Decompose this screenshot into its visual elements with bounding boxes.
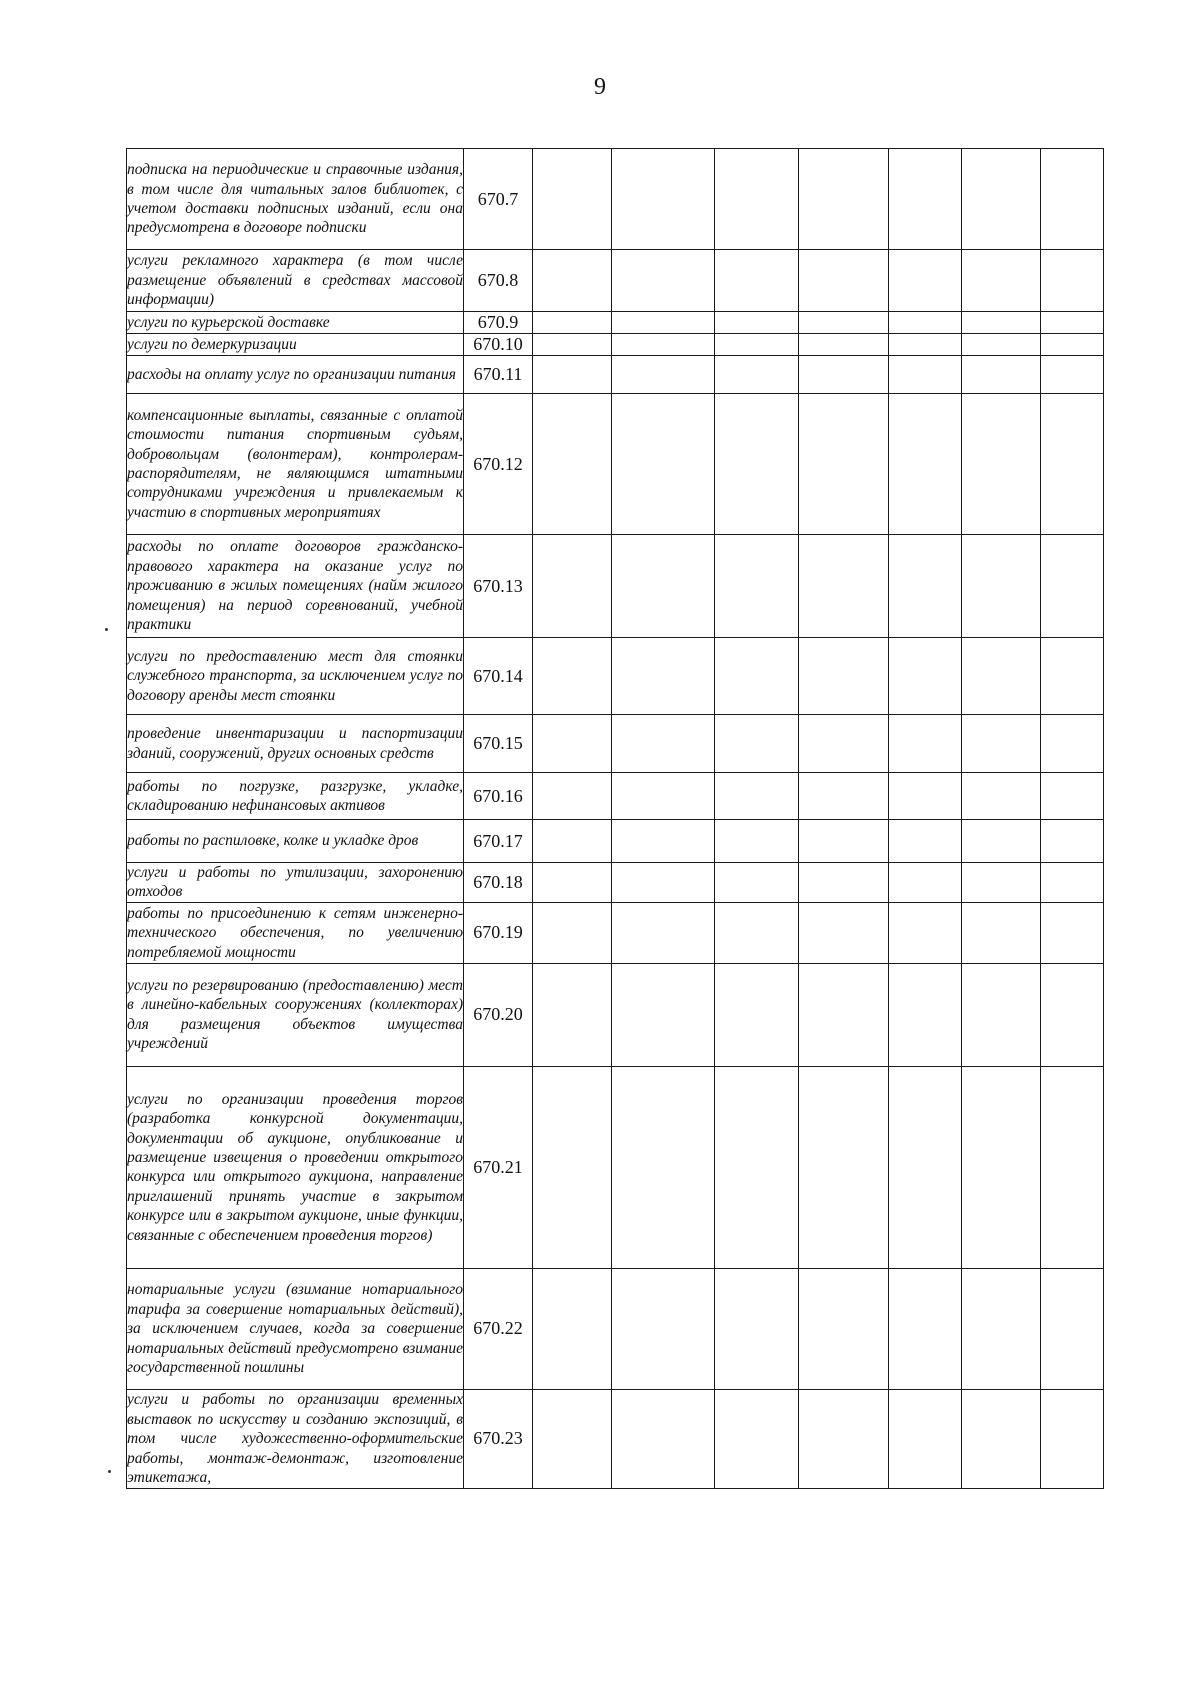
empty-cell [1041, 535, 1104, 638]
row-description: работы по погрузке, разгрузке, укладке, складированию нефинансовых активов [127, 773, 464, 820]
empty-cell [612, 1066, 715, 1268]
empty-cell [1041, 312, 1104, 334]
empty-cell [715, 773, 799, 820]
empty-cell [533, 715, 612, 773]
empty-cell [533, 356, 612, 394]
row-code: 670.17 [464, 820, 533, 863]
table-row [127, 1268, 1104, 1389]
empty-cell [962, 1268, 1041, 1389]
empty-cell [889, 334, 962, 356]
empty-cell [962, 820, 1041, 863]
empty-cell [533, 638, 612, 715]
empty-cell [889, 250, 962, 312]
empty-cell [612, 820, 715, 863]
table-row [127, 773, 1104, 820]
empty-cell [962, 149, 1041, 250]
empty-cell [533, 149, 612, 250]
row-code: 670.22 [464, 1268, 533, 1389]
empty-cell [612, 149, 715, 250]
row-description: расходы по оплате договоров гражданско-правового характера на оказание услуг по проживанию в жилых помещениях (найм жилого помещения) на период соревнований, учебной практики [127, 535, 464, 638]
empty-cell [1041, 963, 1104, 1066]
empty-cell [533, 773, 612, 820]
table-row [127, 963, 1104, 1066]
empty-cell [612, 773, 715, 820]
empty-cell [1041, 773, 1104, 820]
empty-cell [799, 250, 889, 312]
empty-cell [1041, 1066, 1104, 1268]
empty-cell [889, 1268, 962, 1389]
empty-cell [889, 1066, 962, 1268]
row-description: услуги рекламного характера (в том числе размещение объявлений в средствах массовой информации) [127, 250, 464, 312]
table-row [127, 1066, 1104, 1268]
row-code: 670.14 [464, 638, 533, 715]
empty-cell [612, 963, 715, 1066]
empty-cell [1041, 394, 1104, 535]
empty-cell [799, 394, 889, 535]
empty-cell [889, 820, 962, 863]
empty-cell [962, 963, 1041, 1066]
empty-cell [1041, 250, 1104, 312]
empty-cell [612, 535, 715, 638]
table-row [127, 394, 1104, 535]
table-row [127, 535, 1104, 638]
empty-cell [1041, 356, 1104, 394]
empty-cell [612, 715, 715, 773]
empty-cell [799, 963, 889, 1066]
table-row [127, 863, 1104, 903]
empty-cell [612, 312, 715, 334]
empty-cell [715, 1268, 799, 1389]
empty-cell [715, 1389, 799, 1488]
empty-cell [533, 394, 612, 535]
empty-cell [799, 715, 889, 773]
empty-cell [715, 312, 799, 334]
row-code: 670.10 [464, 334, 533, 356]
row-code: 670.15 [464, 715, 533, 773]
empty-cell [612, 902, 715, 963]
empty-cell [962, 356, 1041, 394]
empty-cell [533, 863, 612, 903]
row-code: 670.11 [464, 356, 533, 394]
table-row [127, 250, 1104, 312]
table-row [127, 312, 1104, 334]
empty-cell [533, 535, 612, 638]
empty-cell [533, 312, 612, 334]
row-description: работы по распиловке, колке и укладке дров [127, 820, 464, 863]
row-code: 670.8 [464, 250, 533, 312]
empty-cell [799, 535, 889, 638]
table-row [127, 356, 1104, 394]
empty-cell [799, 902, 889, 963]
empty-cell [715, 715, 799, 773]
empty-cell [612, 1389, 715, 1488]
empty-cell [612, 334, 715, 356]
empty-cell [715, 535, 799, 638]
empty-cell [715, 356, 799, 394]
empty-cell [715, 394, 799, 535]
empty-cell [533, 334, 612, 356]
empty-cell [889, 394, 962, 535]
empty-cell [799, 820, 889, 863]
empty-cell [962, 535, 1041, 638]
empty-cell [889, 715, 962, 773]
row-description: компенсационные выплаты, связанные с оплатой стоимости питания спортивным судьям, добровольцам (волонтерам), контролерам-распорядителям, не являющимся штатными сотрудниками учреждения и привлекаемым к участию в спортивных мероприятиях [127, 394, 464, 535]
row-code: 670.13 [464, 535, 533, 638]
empty-cell [799, 1066, 889, 1268]
empty-cell [962, 773, 1041, 820]
empty-cell [799, 312, 889, 334]
empty-cell [1041, 1389, 1104, 1488]
empty-cell [799, 334, 889, 356]
page-number: 9 [594, 74, 606, 100]
empty-cell [889, 773, 962, 820]
row-description: услуги и работы по организации временных выставок по искусству и созданию экспозиций, в том числе художественно-оформительские работы, монтаж-демонтаж, изготовление этикетажа, [127, 1389, 464, 1488]
empty-cell [962, 394, 1041, 535]
scan-artifact [105, 628, 108, 631]
empty-cell [533, 250, 612, 312]
empty-cell [715, 902, 799, 963]
empty-cell [962, 1066, 1041, 1268]
empty-cell [715, 1066, 799, 1268]
empty-cell [1041, 715, 1104, 773]
table-row [127, 820, 1104, 863]
empty-cell [612, 638, 715, 715]
row-code: 670.7 [464, 149, 533, 250]
table-row [127, 334, 1104, 356]
empty-cell [533, 1389, 612, 1488]
empty-cell [889, 638, 962, 715]
empty-cell [889, 535, 962, 638]
empty-cell [715, 638, 799, 715]
empty-cell [799, 773, 889, 820]
empty-cell [799, 149, 889, 250]
empty-cell [962, 1389, 1041, 1488]
empty-cell [533, 820, 612, 863]
empty-cell [889, 312, 962, 334]
empty-cell [962, 334, 1041, 356]
row-description: услуги по резервированию (предоставлению) мест в линейно-кабельных сооружениях (коллекторах) для размещения объектов имущества учреждений [127, 963, 464, 1066]
empty-cell [715, 250, 799, 312]
row-description: услуги по предоставлению мест для стоянки служебного транспорта, за исключением услуг по договору аренды мест стоянки [127, 638, 464, 715]
row-code: 670.20 [464, 963, 533, 1066]
row-description: подписка на периодические и справочные издания, в том числе для читальных залов библиотек, с учетом доставки подписных изданий, если она предусмотрена в договоре подписки [127, 149, 464, 250]
empty-cell [962, 902, 1041, 963]
empty-cell [533, 1268, 612, 1389]
row-code: 670.9 [464, 312, 533, 334]
empty-cell [612, 356, 715, 394]
row-description: услуги по курьерской доставке [127, 312, 464, 334]
expense-codes-table [126, 148, 1104, 1489]
empty-cell [962, 638, 1041, 715]
empty-cell [799, 1268, 889, 1389]
row-code: 670.18 [464, 863, 533, 903]
row-description: услуги по демеркуризации [127, 334, 464, 356]
table-row [127, 1389, 1104, 1488]
scan-artifact [108, 1470, 111, 1473]
empty-cell [962, 312, 1041, 334]
row-description: услуги по организации проведения торгов (разработка конкурсной документации, документации об аукционе, опубликование и размещение извещения о проведении открытого конкурса или открытого аукциона, направление приглашений принять участие в закрытом конкурсе или в закрытом аукционе, иные функции, связанные с обеспечением проведения торгов) [127, 1066, 464, 1268]
empty-cell [1041, 638, 1104, 715]
table-row [127, 149, 1104, 250]
empty-cell [889, 1389, 962, 1488]
empty-cell [962, 250, 1041, 312]
empty-cell [799, 1389, 889, 1488]
empty-cell [889, 356, 962, 394]
empty-cell [889, 863, 962, 903]
empty-cell [715, 963, 799, 1066]
empty-cell [612, 394, 715, 535]
row-description: проведение инвентаризации и паспортизации зданий, сооружений, других основных средств [127, 715, 464, 773]
empty-cell [799, 863, 889, 903]
table-row [127, 902, 1104, 963]
empty-cell [715, 820, 799, 863]
empty-cell [1041, 1268, 1104, 1389]
empty-cell [799, 638, 889, 715]
empty-cell [1041, 902, 1104, 963]
table-row [127, 715, 1104, 773]
row-code: 670.21 [464, 1066, 533, 1268]
empty-cell [533, 902, 612, 963]
empty-cell [889, 902, 962, 963]
empty-cell [962, 715, 1041, 773]
row-code: 670.16 [464, 773, 533, 820]
row-description: услуги и работы по утилизации, захоронению отходов [127, 864, 463, 901]
row-description: расходы на оплату услуг по организации питания [127, 356, 464, 394]
row-description: нотариальные услуги (взимание нотариального тарифа за совершение нотариальных действий), за исключением случаев, когда за совершение нотариальных действий предусмотрено взимание государственной пошлины [127, 1268, 464, 1389]
empty-cell [1041, 334, 1104, 356]
empty-cell [612, 250, 715, 312]
row-code: 670.19 [464, 902, 533, 963]
empty-cell [962, 863, 1041, 903]
empty-cell [1041, 863, 1104, 903]
empty-cell [612, 863, 715, 903]
empty-cell [799, 356, 889, 394]
empty-cell [612, 1268, 715, 1389]
empty-cell [533, 1066, 612, 1268]
empty-cell [889, 963, 962, 1066]
empty-cell [715, 334, 799, 356]
row-code: 670.23 [464, 1389, 533, 1488]
empty-cell [715, 863, 799, 903]
empty-cell [1041, 149, 1104, 250]
empty-cell [533, 963, 612, 1066]
empty-cell [889, 149, 962, 250]
empty-cell [715, 149, 799, 250]
row-description: работы по присоединению к сетям инженерно-технического обеспечения, по увеличению потребляемой мощности [127, 902, 464, 963]
empty-cell [1041, 820, 1104, 863]
table-row [127, 638, 1104, 715]
row-code: 670.12 [464, 394, 533, 535]
